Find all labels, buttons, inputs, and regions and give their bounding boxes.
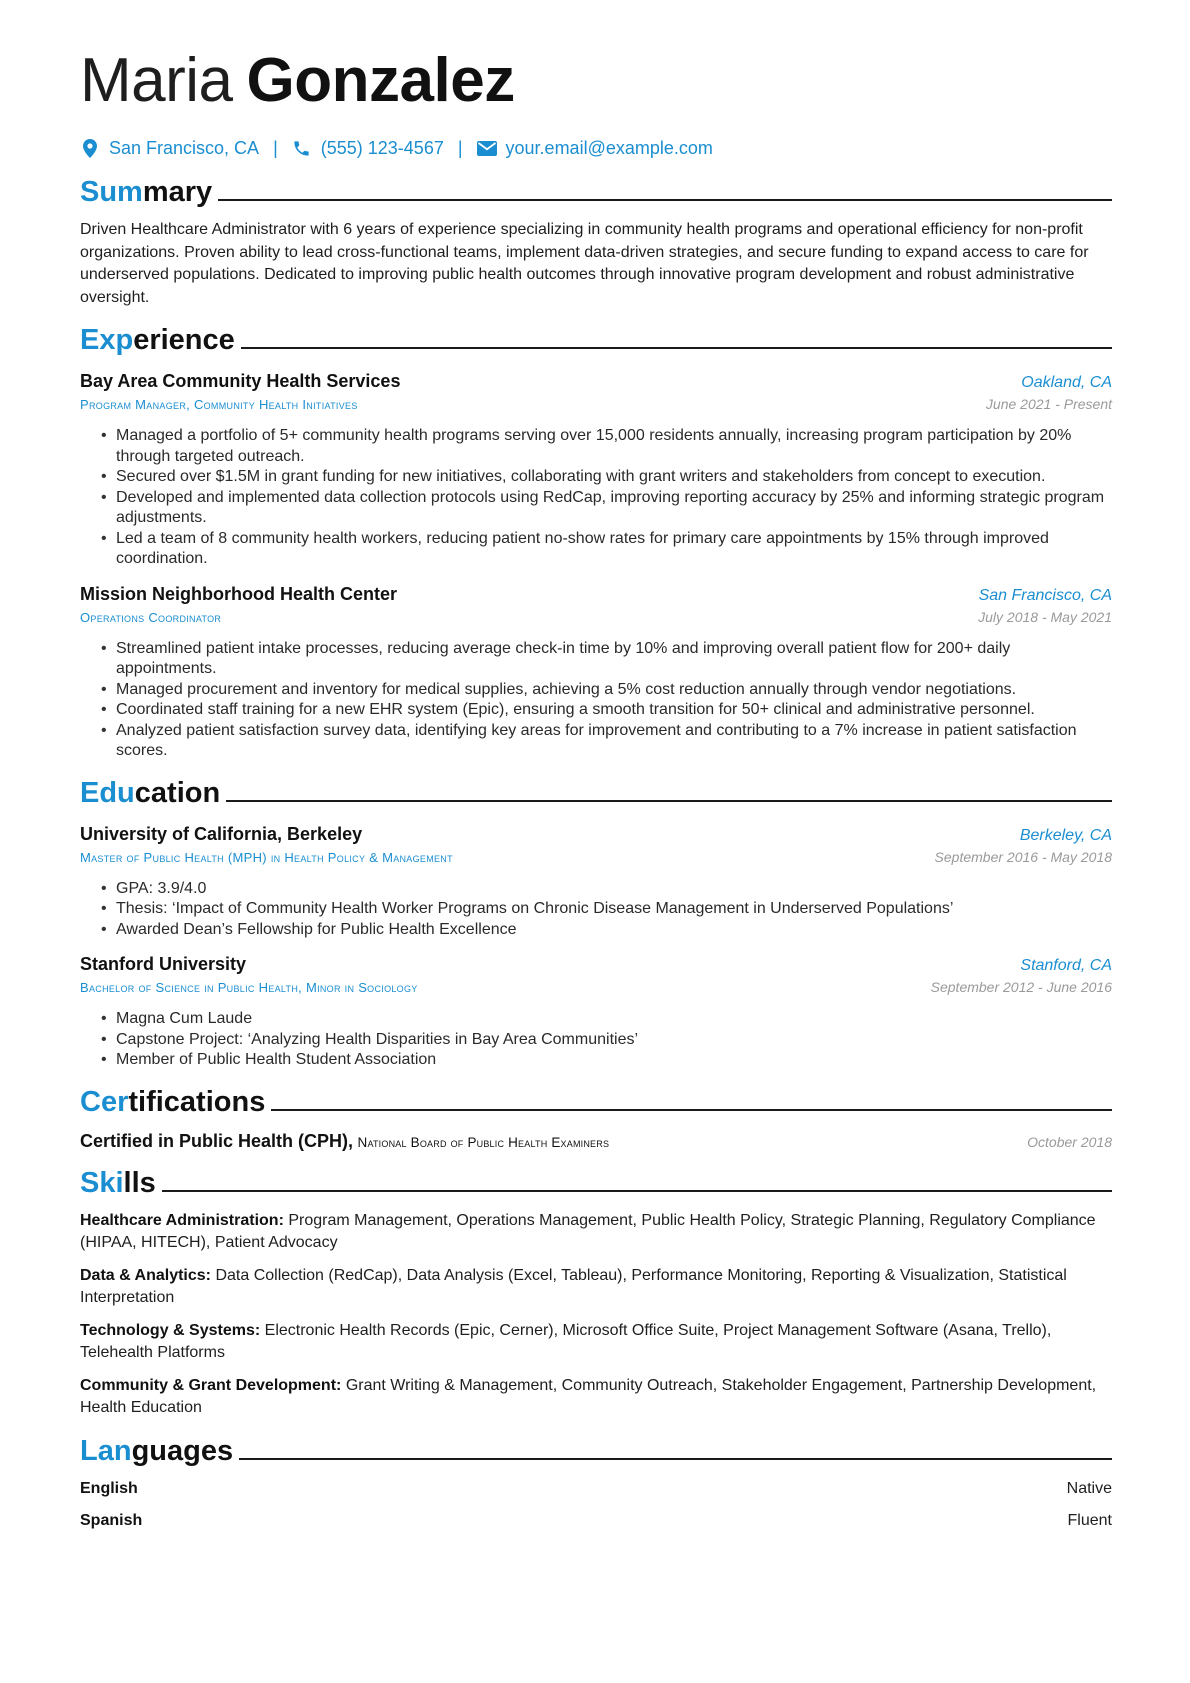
skill-group	[80, 1265, 1112, 1310]
job-dates: July 2018 - May 2021	[978, 608, 1112, 625]
contact-email[interactable]	[477, 138, 713, 159]
achievement-item: • Led a team of 8 community health workers, reducing patient no-show rates for primary care appointments by 15% through improved coordination.	[80, 529, 1112, 570]
employer-name: Bay Area Community Health Services	[80, 371, 401, 391]
skill-category: Healthcare Administration:	[80, 1211, 284, 1229]
language-name: Spanish	[80, 1511, 143, 1529]
skill-category: Data & Analytics:	[80, 1266, 211, 1284]
achievement-list	[80, 639, 1112, 762]
language-row	[80, 1478, 1112, 1500]
section-rule	[226, 800, 1112, 802]
certification-comma: ,	[348, 1130, 354, 1151]
skill-category: Community & Grant Development:	[80, 1376, 342, 1394]
section-title: Certifications	[80, 1085, 266, 1118]
education-item: • Awarded Dean’s Fellowship for Public Health Excellence	[80, 920, 1112, 941]
education-entry	[80, 824, 1112, 941]
school-name: University of California, Berkeley	[80, 823, 363, 844]
school-name: Stanford University	[80, 954, 247, 974]
contact-bar	[80, 135, 1112, 161]
skill-group	[80, 1375, 1112, 1420]
skill-items: Program Management, Operations Management, Public Health Policy, Strategic Planning, Regulatory Compliance (HIPAA, HITECH), Patient Advocacy	[80, 1211, 1096, 1251]
contact-separator: |	[273, 137, 278, 158]
achievement-item: • Streamlined patient intake processes, reducing average check-in time by 10% and improving overall patient flow for 200+ daily appointments.	[80, 639, 1112, 680]
section-rule	[162, 1190, 1112, 1192]
language-level: Fluent	[1067, 1511, 1112, 1529]
map-pin-icon	[80, 138, 100, 158]
education-details	[80, 879, 1112, 941]
envelope-icon	[477, 138, 497, 158]
experience-entry	[80, 371, 1112, 570]
achievement-item: • Secured over $1.5M in grant funding for new initiatives, collaborating with grant writers and stakeholders from concept to execution.	[80, 467, 1112, 488]
language-row	[80, 1510, 1112, 1532]
education-heading	[80, 770, 1112, 810]
contact-separator: |	[457, 137, 463, 158]
phone-text: (555) 123-4567	[320, 137, 444, 158]
job-location: Oakland, CA	[1021, 374, 1112, 391]
location-text: San Francisco, CA	[109, 137, 260, 158]
section-title: Summary	[80, 176, 213, 208]
section-rule	[218, 199, 1112, 201]
section-rule	[239, 1458, 1112, 1460]
skill-items: Data Collection (RedCap), Data Analysis (Excel, Tableau), Performance Monitoring, Reporting & Visualization, Statistical Interpretation	[80, 1266, 1067, 1306]
phone-icon	[292, 138, 312, 158]
degree-title: Bachelor of Science in Public Health, Minor in Sociology	[80, 980, 418, 995]
summary-text: Driven Healthcare Administrator with 6 years of experience specializing in community health programs and operational efficiency for non-profit organizations. Proven ability to lead cross-functional teams, implement data-driven strategies, and secure funding to expand access to care for underserved populations. Dedicated to improving public health outcomes through innovative program development and robust administrative oversight.	[80, 221, 1089, 306]
achievement-item: • Coordinated staff training for a new EHR system (Epic), ensuring a smooth transition for 50+ clinical and administrative personnel.	[80, 700, 1112, 721]
contact-phone[interactable]	[292, 138, 444, 159]
achievement-item: • Developed and implemented data collection protocols using RedCap, improving reporting accuracy by 25% and informing strategic program adjustments.	[80, 488, 1112, 529]
education-details	[80, 1009, 1112, 1071]
school-location: Stanford, CA	[1020, 957, 1112, 974]
section-title: Education	[80, 776, 221, 809]
skill-items: Electronic Health Records (Epic, Cerner), Microsoft Office Suite, Project Management Software (Asana, Trello), Telehealth Platforms	[80, 1321, 1052, 1361]
education-item: • Capstone Project: ‘Analyzing Health Disparities in Bay Area Communities’	[80, 1030, 1112, 1051]
achievement-list	[80, 426, 1112, 570]
education-item: • Member of Public Health Student Association	[80, 1050, 1112, 1071]
section-title: Skills	[80, 1166, 156, 1199]
section-rule	[241, 347, 1112, 349]
study-dates: September 2012 - June 2016	[930, 979, 1112, 995]
skill-items: Grant Writing & Management, Community Outreach, Stakeholder Engagement, Partnership Development, Health Education	[80, 1376, 1097, 1416]
achievement-item: • Analyzed patient satisfaction survey data, identifying key areas for improvement and contributing to a 7% increase in patient satisfaction scores.	[80, 721, 1112, 762]
first-name: Maria	[80, 46, 233, 115]
job-dates: June 2021 - Present	[985, 396, 1112, 412]
certification-issuer: National Board of Public Health Examiners	[357, 1134, 610, 1150]
skill-group	[80, 1210, 1112, 1255]
section-rule	[271, 1109, 1112, 1111]
section-title: Experience	[80, 324, 235, 356]
language-name: English	[80, 1479, 138, 1497]
experience-entry	[80, 584, 1112, 762]
employer-name: Mission Neighborhood Health Center	[80, 583, 398, 604]
section-title: Languages	[80, 1434, 234, 1467]
languages-heading	[80, 1428, 1112, 1468]
skill-category: Technology & Systems:	[80, 1321, 261, 1339]
skills-heading	[80, 1160, 1112, 1200]
language-level: Native	[1066, 1479, 1112, 1497]
candidate-name	[80, 0, 1112, 120]
certification-name: Certified in Public Health (CPH)	[80, 1130, 349, 1151]
contact-location	[80, 138, 259, 159]
certifications-heading	[80, 1079, 1112, 1119]
certification-entry	[80, 1131, 1112, 1152]
job-location: San Francisco, CA	[978, 586, 1112, 604]
degree-title: Master of Public Health (MPH) in Health Policy & Management	[80, 849, 453, 865]
school-location: Berkeley, CA	[1019, 826, 1112, 844]
email-link: your.email@example.com	[505, 137, 713, 158]
education-entry	[80, 954, 1112, 1071]
achievement-item: • Managed procurement and inventory for medical supplies, achieving a 5% cost reduction annually through vendor negotiations.	[80, 680, 1112, 701]
education-item: • GPA: 3.9/4.0	[80, 879, 1112, 900]
job-title: Operations Coordinator	[80, 609, 222, 625]
study-dates: September 2016 - May 2018	[934, 848, 1112, 865]
achievement-item: • Managed a portfolio of 5+ community health programs serving over 15,000 residents annually, increasing program participation by 20% through targeted outreach.	[80, 426, 1112, 467]
summary-heading	[80, 169, 1112, 209]
certification-date: October 2018	[1027, 1133, 1112, 1150]
education-item: • Thesis: ‘Impact of Community Health Worker Programs on Chronic Disease Management in Underserved Populations’	[80, 899, 1112, 920]
job-title: Program Manager, Community Health Initiatives	[80, 397, 358, 412]
last-name: Gonzalez	[246, 46, 515, 115]
skill-group	[80, 1320, 1112, 1365]
education-item: • Magna Cum Laude	[80, 1009, 1112, 1030]
experience-heading	[80, 317, 1112, 357]
